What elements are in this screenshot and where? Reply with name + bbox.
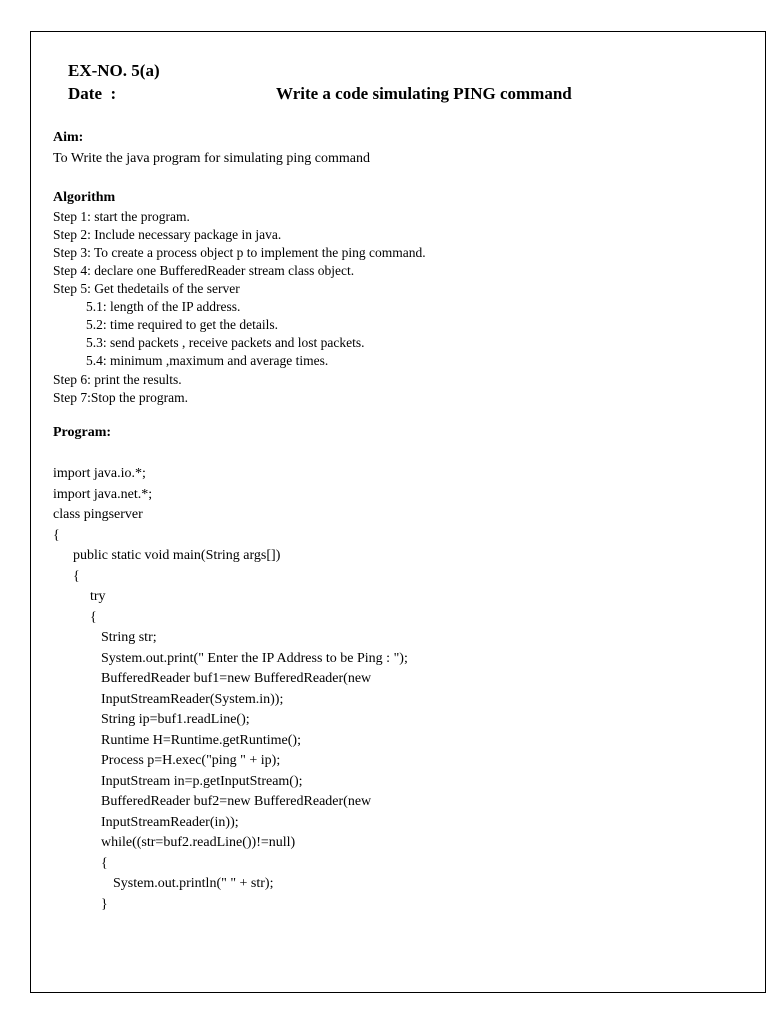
algorithm-step: Step 6: print the results. (53, 372, 182, 387)
algorithm-step: Step 1: start the program. (53, 209, 190, 224)
code-line: import java.io.*; (53, 466, 146, 481)
code-line: while((str=buf2.readLine())!=null) (101, 835, 296, 850)
code-line: { (90, 610, 97, 625)
algorithm-step: Step 3: To create a process object p to implement the ping command. (53, 245, 426, 260)
page-title: Write a code simulating PING command (276, 84, 572, 103)
code-line: public static void main(String args[]) (73, 548, 281, 563)
code-line: BufferedReader buf2=new BufferedReader(new (101, 794, 372, 809)
code-line: InputStreamReader(System.in)); (101, 692, 284, 707)
code-line: Process p=H.exec("ping " + ip); (101, 753, 281, 768)
algorithm-substep: 5.3: send packets , receive packets and lost packets. (86, 335, 365, 350)
aim-heading: Aim: (53, 130, 84, 145)
algorithm-step: Step 7:Stop the program. (53, 390, 188, 405)
code-line: class pingserver (53, 507, 143, 522)
algorithm-heading: Algorithm (53, 190, 116, 205)
algorithm-substep: 5.1: length of the IP address. (86, 299, 241, 314)
code-line: Runtime H=Runtime.getRuntime(); (101, 733, 301, 748)
algorithm-step: Step 5: Get thedetails of the server (53, 281, 240, 296)
code-line: { (53, 528, 60, 543)
code-line: BufferedReader buf1=new BufferedReader(new (101, 671, 372, 686)
exercise-number: EX-NO. 5(a) (68, 61, 160, 80)
code-line: String str; (101, 630, 157, 645)
code-line: } (101, 897, 108, 912)
algorithm-step: Step 2: Include necessary package in java. (53, 227, 282, 242)
code-line: { (73, 569, 80, 584)
code-line: try (90, 589, 106, 604)
code-line: { (101, 856, 108, 871)
code-line: System.out.print(" Enter the IP Address to be Ping : "); (101, 651, 408, 666)
date-label: Date : (68, 84, 117, 103)
code-line: String ip=buf1.readLine(); (101, 712, 250, 727)
algorithm-step: Step 4: declare one BufferedReader stream class object. (53, 263, 355, 278)
code-line: import java.net.*; (53, 487, 153, 502)
code-line: InputStreamReader(in)); (101, 815, 239, 830)
code-line: System.out.println(" " + str); (113, 876, 274, 891)
algorithm-substep: 5.4: minimum ,maximum and average times. (86, 353, 329, 368)
code-line: InputStream in=p.getInputStream(); (101, 774, 303, 789)
aim-text: To Write the java program for simulating ping command (53, 151, 371, 166)
program-heading: Program: (53, 425, 112, 440)
algorithm-substep: 5.2: time required to get the details. (86, 317, 278, 332)
